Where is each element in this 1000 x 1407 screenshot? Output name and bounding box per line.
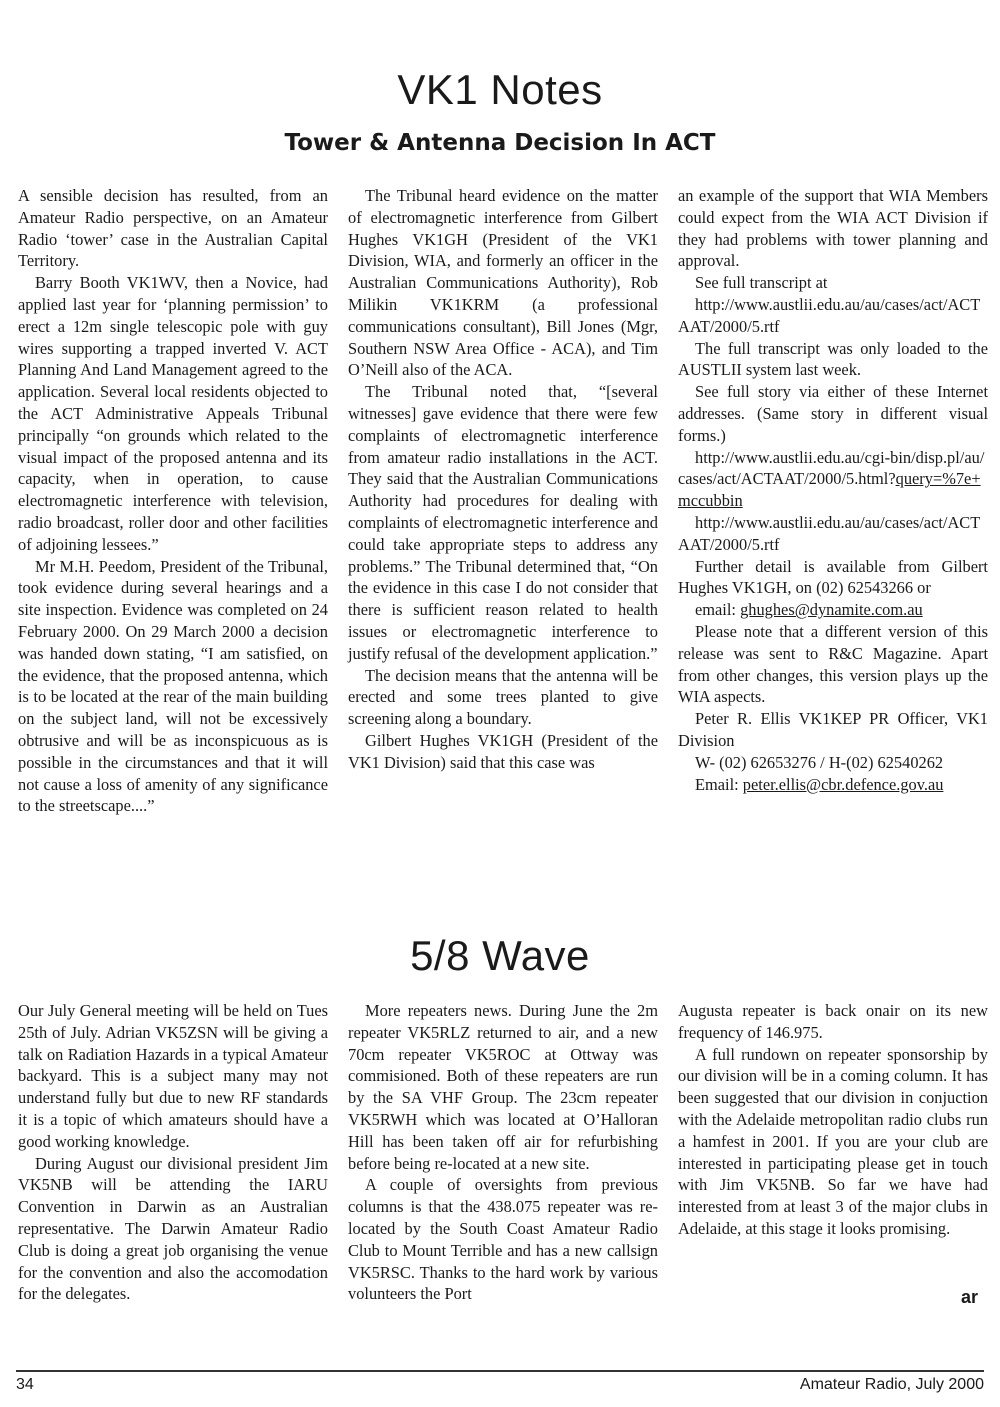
paragraph: Barry Booth VK1WV, then a Novice, had applied last year for ‘planning permission’ to erect a 12m single telescopic pole with guy wires supporting a trapped inverted V. ACT Planning And Land Management agreed to the application. Several local residents objected to the ACT Administrative Appeals Tribunal principally “on grounds which related to the visual impact of the proposed antenna and its capacity, when in operation, to cause electromagnetic interference with television, radio broadcast, roller door and other facilities of adjoining lessees.” bbox=[18, 273, 328, 554]
page-number: 34 bbox=[16, 1376, 34, 1393]
story-url-rtf[interactable]: http://www.austlii.edu.au/au/cases/act/ACTAAT/2000/5.rtf bbox=[678, 512, 981, 554]
paragraph: an example of the support that WIA Members could expect from the WIA ACT Division if they had problems with tower planning and approval. bbox=[678, 186, 988, 271]
wave-column-3 bbox=[678, 1000, 988, 1240]
story-url-html[interactable] bbox=[678, 447, 988, 512]
email-label: Email: bbox=[695, 774, 743, 794]
author-line: Peter R. Ellis VK1KEP PR Officer, VK1 Division bbox=[678, 709, 988, 750]
vk1-notes-subtitle: Tower & Antenna Decision In ACT bbox=[284, 130, 716, 156]
paragraph: See full transcript at bbox=[695, 273, 828, 293]
paragraph: Gilbert Hughes VK1GH (President of the VK1 Division) said that this case was bbox=[348, 730, 658, 772]
story-url-query[interactable]: query=%7e+mccubbin bbox=[678, 469, 981, 511]
paragraph: Please note that a different version of this release was sent to R&C Magazine. Apart from other changes, this version plays up the WIA aspects. bbox=[678, 621, 988, 707]
vk1-column-3 bbox=[678, 185, 988, 795]
vk1-column-2 bbox=[348, 185, 658, 774]
vk1-column-1 bbox=[18, 185, 328, 817]
paragraph: The Tribunal heard evidence on the matter of electromagnetic interference from Gilbert Hughes VK1GH (President of the VK1 Division, WIA, and formerly an officer in the Australian Communications Authority), Rob Milikin VK1KRM (a professional communications consultant), Bill Jones (Mgr, Southern NSW Area Office - ACA), and Tim O’Neill also of the ACA. bbox=[348, 186, 658, 380]
wave-column-1 bbox=[18, 1000, 328, 1305]
wave-title: 5/8 Wave bbox=[410, 932, 590, 979]
paragraph: The decision means that the antenna will be erected and some trees planted to give screening along a boundary. bbox=[348, 665, 658, 729]
paragraph: See full story via either of these Internet addresses. (Same story in different visual forms.) bbox=[678, 382, 988, 445]
footer-divider bbox=[16, 1370, 984, 1372]
paragraph: A full rundown on repeater sponsorship by our division will be in a coming column. It has been suggested that our division in conjuction with the Adelaide metropolitan radio clubs run a hamfest in 2001. If you are your club are interested in participating please get in touch with Jim VK5NB. So far we have had interested from at least 3 of the major clubs in Adelaide, at this stage it looks promising. bbox=[678, 1044, 988, 1238]
paragraph: A couple of oversights from previous columns is that the 438.075 repeater was re-located by the South Coast Amateur Radio Club to Mount Terrible and has a new callsign VK5RSC. Thanks to the hard work by various volunteers the Port bbox=[348, 1175, 658, 1304]
paragraph: More repeaters news. During June the 2m repeater VK5RLZ returned to air, and a new 70cm repeater VK5ROC at Ottway was commisioned. Both of these repeaters are run by the SA VHF Group. The 23cm repeater VK5RWH which was located at O’Halloran Hill has been taken off air for refurbishing before being re-located at a new site. bbox=[348, 1001, 658, 1173]
story-url-path[interactable]: http://www.austlii.edu.au/cgi-bin/disp.pl/au/cases/act/ACTAAT/2000/5.html? bbox=[678, 447, 985, 489]
paragraph: Our July General meeting will be held on Tues 25th of July. Adrian VK5ZSN will be giving a talk on Radiation Hazards in a typical Amateur backyard. This is a subject many may not understand fully but due to new RF standards it is a topic of which amateurs should have a good working knowledge. bbox=[18, 1001, 328, 1151]
transcript-url[interactable]: http://www.austlii.edu.au/au/cases/act/ACTAAT/2000/5.rtf bbox=[678, 294, 981, 336]
paragraph: During August our divisional president Jim VK5NB will be attending the IARU Convention in Darwin as an Australian representative. The Darwin Amateur Radio Club is doing a great job organising the venue for the convention and also the accomodation for the delegates. bbox=[18, 1153, 328, 1304]
paragraph: Augusta repeater is back onair on its new frequency of 146.975. bbox=[678, 1001, 988, 1042]
email-label: email: bbox=[695, 600, 741, 620]
email-line-gilbert bbox=[678, 599, 988, 621]
paragraph: A sensible decision has resulted, from an Amateur Radio perspective, on an Amateur Radio ‘tower’ case in the Australian Capital Territory. bbox=[18, 186, 328, 271]
paragraph: Mr M.H. Peedom, President of the Tribunal, took evidence during several hearings and a site inspection. Evidence was completed on 24 February 2000. On 29 March 2000 a decision was handed down stating, “I am satisfied, on the evidence, that the proposed antenna, which is to be located at the rear of the main building on the subject land, will not be excessively obtrusive and will be as inconspicuous as is possible in the circumstances and that it will not cause a loss of amenity of any significance to the streetscape....” bbox=[18, 556, 328, 816]
wave-column-2 bbox=[348, 1000, 658, 1305]
paragraph: The full transcript was only loaded to the AUSTLII system last week. bbox=[678, 338, 988, 380]
paragraph: Further detail is available from Gilbert Hughes VK1GH, on (02) 62543266 or bbox=[678, 556, 988, 598]
end-mark: ar bbox=[960, 1287, 978, 1307]
email-link-gilbert[interactable]: ghughes@dynamite.com.au bbox=[740, 600, 923, 620]
publication-name: Amateur Radio, July 2000 bbox=[799, 1376, 984, 1393]
phone-line: W- (02) 62653276 / H-(02) 62540262 bbox=[695, 752, 944, 772]
vk1-notes-title: VK1 Notes bbox=[397, 66, 603, 113]
email-line-peter bbox=[678, 774, 988, 796]
email-link-peter[interactable]: peter.ellis@cbr.defence.gov.au bbox=[742, 774, 944, 794]
paragraph: The Tribunal noted that, “[several witnesses] gave evidence that there were few complaints of electromagnetic interference from amateur radio installations in the ACT. They said that the Australian Communications Authority had procedures for dealing with complaints of electromagnetic interference and could take appropriate steps to address any problems.” The Tribunal determined that, “On the evidence in this case I do not consider that there is sufficient reason related to health issues or electromagnetic interference to justify refusal of the development application.” bbox=[348, 382, 658, 663]
